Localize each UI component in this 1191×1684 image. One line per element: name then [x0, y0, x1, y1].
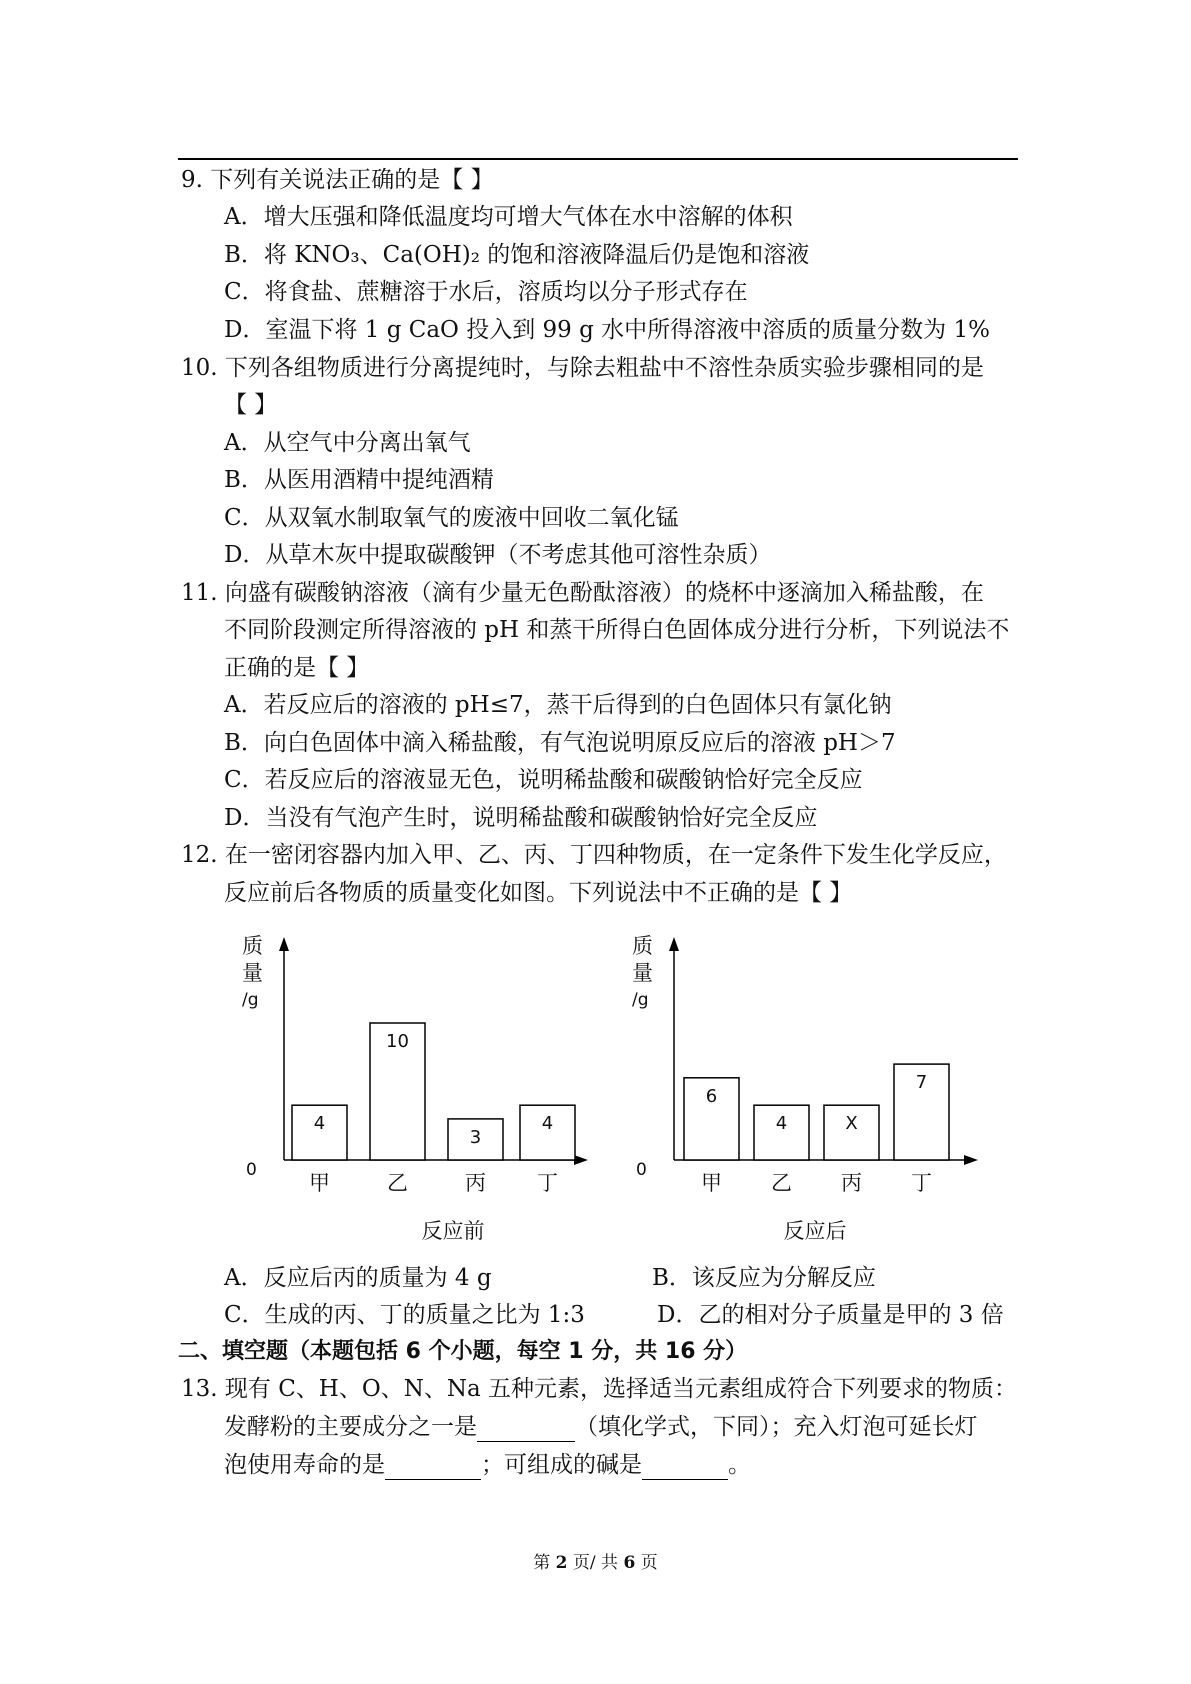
category-label: 乙 [771, 1171, 792, 1195]
q10-option-d: D．从草木灰中提取碳酸钾（不考虑其他可溶性杂质） [224, 542, 772, 568]
category-label: 丁 [911, 1171, 932, 1195]
category-label: 丁 [537, 1171, 558, 1195]
bar-value-label: 7 [915, 1072, 928, 1094]
q11-option-b: B．向白色固体中滴入稀盐酸，有气泡说明原反应后的溶液 pH＞7 [224, 730, 896, 756]
category-label: 丙 [465, 1171, 486, 1195]
q13-line-2 [224, 1412, 978, 1442]
y-axis-arrow [279, 937, 289, 951]
q13-text-3a: 泡使用寿命的是 [224, 1452, 385, 1478]
q12-stem-2: 反应前后各物质的质量变化如图。下列说法中不正确的是【 】 [224, 880, 853, 906]
chart-title: 反应后 [783, 1219, 847, 1243]
q9-stem: 9. 下列有关说法正确的是【 】 [181, 167, 494, 193]
q13-blank-1[interactable] [477, 1417, 575, 1442]
q11-stem-2: 不同阶段测定所得溶液的 pH 和蒸干所得白色固体成分进行分析，下列说法不 [224, 617, 1010, 643]
q13-line-1: 13. 现有 C、H、O、N、Na 五种元素，选择适当元素组成符合下列要求的物质： [181, 1376, 1017, 1402]
origin-label: 0 [246, 1160, 257, 1180]
y-axis-label: /g [242, 990, 259, 1010]
q11-stem: 11. 向盛有碳酸钠溶液（滴有少量无色酚酞溶液）的烧杯中逐滴加入稀盐酸，在 [181, 580, 984, 606]
q10-option-b: B．从医用酒精中提纯酒精 [224, 467, 494, 493]
footer-total-pages: 6 [623, 1553, 636, 1573]
q13-line-3 [224, 1450, 751, 1480]
q9-option-b: B．将 KNO₃、Ca(OH)₂ 的饱和溶液降温后仍是饱和溶液 [224, 242, 810, 268]
q12-option-d: D．乙的相对分子质量是甲的 3 倍 [657, 1302, 1004, 1328]
bar-value-label: 10 [386, 1031, 409, 1052]
category-label: 甲 [309, 1171, 330, 1195]
bar-value-label: 4 [541, 1113, 554, 1135]
footer-mid: 页/ 共 [567, 1553, 624, 1573]
y-axis-label: 质 [632, 934, 653, 958]
q13-blank-3[interactable] [642, 1455, 728, 1480]
chart-title: 反应前 [421, 1219, 485, 1243]
chart-after [630, 925, 1000, 1245]
q9-option-c: C．将食盐、蔗糖溶于水后，溶质均以分子形式存在 [224, 279, 748, 305]
q11-option-a: A．若反应后的溶液的 pH≤7，蒸干后得到的白色固体只有氯化钠 [224, 692, 892, 718]
y-axis-label: 量 [632, 961, 653, 985]
q9-option-d: D．室温下将 1 g CaO 投入到 99 g 水中所得溶液中溶质的质量分数为 1% [224, 317, 990, 343]
q12-stem: 12. 在一密闭容器内加入甲、乙、丙、丁四种物质，在一定条件下发生化学反应， [181, 842, 1007, 868]
chart-before [240, 925, 610, 1245]
bar-value-label: 4 [775, 1113, 788, 1135]
q13-text-2a: 发酵粉的主要成分之一是 [224, 1414, 477, 1440]
bar-value-label: X [845, 1113, 858, 1135]
origin-label: 0 [636, 1160, 647, 1180]
q12-option-a: A．反应后丙的质量为 4 g [224, 1265, 492, 1291]
y-axis-label: 量 [242, 961, 263, 985]
y-axis-label: /g [632, 990, 649, 1010]
q11-stem-3: 正确的是【 】 [224, 655, 370, 681]
q12-option-c: C．生成的丙、丁的质量之比为 1:3 [224, 1302, 585, 1328]
category-label: 丙 [841, 1171, 862, 1195]
bar-value-label: 3 [469, 1126, 482, 1148]
q13-text-3b: ；可组成的碱是 [481, 1452, 642, 1478]
category-label: 乙 [387, 1171, 408, 1195]
footer-pre: 第 [533, 1553, 556, 1573]
q10-stem: 10. 下列各组物质进行分离提纯时，与除去粗盐中不溶性杂质实验步骤相同的是 [181, 355, 984, 381]
category-label: 甲 [701, 1171, 722, 1195]
x-axis-arrow [574, 1155, 588, 1165]
header-rule [178, 158, 1018, 160]
q13-blank-2[interactable] [385, 1455, 481, 1480]
y-axis-label: 质 [242, 934, 263, 958]
q10-option-a: A．从空气中分离出氧气 [224, 430, 471, 456]
q10-stem-bracket: 【 】 [224, 392, 278, 418]
footer-post: 页 [635, 1553, 658, 1573]
q9-option-a: A．增大压强和降低温度均可增大气体在水中溶解的体积 [224, 204, 793, 230]
y-axis-arrow [669, 937, 679, 951]
q12-option-b: B．该反应为分解反应 [652, 1265, 876, 1291]
section-2-heading: 二、填空题（本题包括 6 个小题，每空 1 分，共 16 分） [178, 1339, 748, 1364]
page-footer [0, 1548, 1191, 1573]
footer-page-number: 2 [555, 1553, 568, 1573]
bar-value-label: 6 [705, 1085, 718, 1107]
q13-text-2b: （填化学式，下同）；充入灯泡可延长灯 [575, 1414, 978, 1440]
q11-option-d: D．当没有气泡产生时，说明稀盐酸和碳酸钠恰好完全反应 [224, 805, 818, 831]
q13-text-3c: 。 [728, 1452, 751, 1478]
q10-option-c: C．从双氧水制取氧气的废液中回收二氧化锰 [224, 505, 679, 531]
x-axis-arrow [964, 1155, 978, 1165]
q11-option-c: C．若反应后的溶液显无色，说明稀盐酸和碳酸钠恰好完全反应 [224, 767, 863, 793]
bar-value-label: 4 [313, 1113, 326, 1135]
